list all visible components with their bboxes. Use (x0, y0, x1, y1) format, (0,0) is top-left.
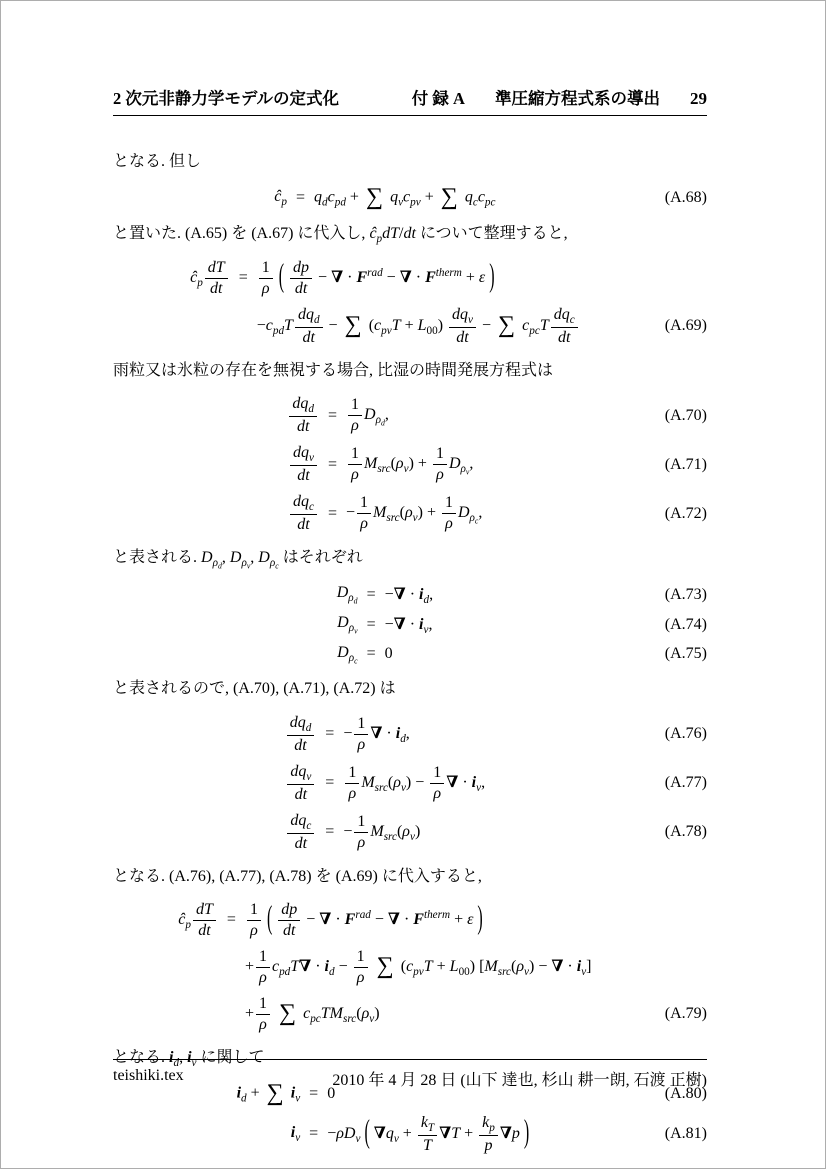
equation-row-A.76 (113, 710, 707, 759)
equation-relation: = (327, 406, 337, 424)
summation-symbol: ∑ (440, 184, 458, 211)
running-footer (113, 1059, 707, 1090)
fraction: $\frac{dT}{dt}$ (193, 901, 216, 940)
equation-row-A.68 (113, 182, 707, 214)
spacer (113, 610, 337, 640)
equation-rhs: 0 (384, 645, 393, 663)
equation-group (113, 710, 707, 857)
equation-lhs: $D_{\rho_v}$ (337, 613, 358, 636)
equation-lhs (178, 991, 218, 1038)
spacer (495, 182, 656, 214)
equation-lhs (285, 710, 317, 759)
equation-row-A.77 (113, 759, 707, 808)
fraction: $\frac{1}{\rho}$ (430, 764, 444, 803)
page-number: 29 (690, 89, 707, 108)
fraction: $\frac{k_p}{p}$ (479, 1114, 498, 1155)
fraction: $\frac{dq_v}{dt}$ (449, 306, 476, 347)
summation-symbol: ∑ (365, 184, 384, 211)
spacer (113, 489, 287, 538)
equation-lhs: $D_{\rho_d}$ (336, 583, 358, 606)
spacer (533, 1110, 657, 1159)
spacer (113, 182, 274, 214)
fraction: $\frac{1}{\rho}$ (348, 396, 362, 435)
equation-number: (A.68) (664, 189, 707, 207)
equation-relation: = (226, 911, 236, 929)
equation-rhs: $q_dc_{pd}$ + ∑ $q_vc_{pv}$ + ∑ $q_cc_{pc}$ (314, 184, 496, 211)
spacer (580, 255, 657, 302)
spacer (113, 580, 337, 610)
equation-number (657, 255, 707, 302)
equation-lhs: $D_{\rho_c}$ (337, 643, 358, 666)
tall-delimiter: ( (266, 902, 273, 937)
equation-rhs: + $\frac{1}{\rho}$ ∑ $c_{pc}TM_{src}(\rho_v)$ (244, 994, 380, 1033)
fraction: $\frac{dT}{dt}$ (205, 259, 228, 298)
equation-relation: = (366, 645, 376, 663)
equation-rhs: $\frac{1}{\rho}$ $M_{src}(\rho_v)$ + $\frac{1}{\rho}$ $D_{\rho_v}$, (346, 440, 482, 489)
spacer (482, 489, 656, 538)
spacer (433, 640, 657, 669)
equation-relation (230, 302, 257, 351)
equation-rhs: $-c_{pd}T$ $\frac{dq_d}{dt}$ − ∑ $(c_{pv}T + L_{00})$ $\frac{dq_v}{dt}$ − ∑ $c_{pc}T$ $\frac{dq_c}{dt}$ (257, 302, 580, 351)
equation-lhs (287, 489, 319, 538)
equation-lhs (285, 759, 317, 808)
summation-symbol: ∑ (344, 312, 362, 339)
equation-row (113, 255, 707, 302)
paragraph: となる. (A.76), (A.77), (A.78) を (A.69) に代入すると, (113, 867, 482, 885)
equation-number: (A.72) (664, 504, 707, 522)
spacer (485, 808, 657, 857)
spacer (485, 759, 657, 808)
equation-group (113, 1078, 707, 1159)
equation-relation: = (325, 774, 335, 792)
spacer (482, 440, 656, 489)
fraction: $\frac{dq_v}{dt}$ (287, 763, 314, 804)
equation-group (113, 391, 707, 538)
equation-relation: = (238, 269, 248, 287)
paragraph: と表される. $D_{\rho_d}$, $D_{\rho_v}$, $D_{\rho_c}$ はそれぞれ (113, 549, 363, 571)
equation-relation: = (325, 823, 335, 841)
equation-number: (A.73) (664, 585, 707, 603)
equation-row-A.78 (113, 808, 707, 857)
equation-lhs (190, 302, 230, 351)
paragraph: 雨粒又は氷粒の存在を無視する場合, 比湿の時間発展方程式は (113, 361, 554, 379)
equation-row-A.72 (113, 489, 707, 538)
equation-number: (A.77) (664, 774, 707, 792)
fraction: $\frac{dq_d}{dt}$ (295, 306, 323, 347)
spacer (113, 808, 285, 857)
paragraph: となる. 但し (113, 153, 202, 170)
equation-number: (A.81) (664, 1125, 707, 1143)
spacer (591, 897, 656, 944)
tall-delimiter: ( (278, 259, 285, 295)
fraction: $\frac{dp}{dt}$ (278, 901, 300, 940)
header-appendix-label: 付 録 A (411, 89, 465, 108)
equation-number: (A.75) (664, 645, 707, 663)
equation-lhs (285, 808, 317, 857)
equation-rhs: $\frac{1}{\rho}$ $M_{src}(\rho_v)$ − $\frac{1}{\rho}$ ∇ · $i_v$, (343, 759, 485, 808)
fraction: $\frac{dq_c}{dt}$ (290, 493, 317, 534)
equation-lhs (287, 440, 319, 489)
fraction: $\frac{1}{\rho}$ (354, 813, 368, 852)
fraction: $\frac{1}{\rho}$ (259, 259, 273, 298)
equation-relation: = (325, 725, 335, 743)
summation-symbol: ∑ (376, 953, 394, 980)
equation-lhs: $i_v$ (290, 1124, 301, 1145)
spacer (113, 440, 287, 489)
spacer (485, 710, 657, 759)
running-header (113, 85, 707, 116)
equation-group (113, 897, 707, 1037)
footer-date-authors: 2010 年 4 月 28 日 (山下 達也, 杉山 耕一朗, 石渡 正樹) (332, 1072, 707, 1089)
equation-row-A.69 (113, 302, 707, 351)
equation-number: (A.79) (664, 1005, 707, 1023)
spacer (433, 610, 657, 640)
tall-delimiter: ) (477, 902, 483, 937)
equation-number: (A.70) (664, 406, 707, 424)
spacer (433, 580, 657, 610)
spacer (482, 391, 656, 440)
equation-number (657, 897, 707, 944)
fraction: $\frac{1}{\rho}$ (247, 901, 261, 940)
equation-number: (A.69) (664, 317, 707, 335)
equation-number: (A.78) (664, 823, 707, 841)
equation-row-A.74 (113, 610, 707, 640)
tall-delimiter: ) (523, 1115, 530, 1151)
header-chapter-title: 2 次元非静力学モデルの定式化 (113, 89, 340, 108)
fraction: $\frac{1}{\rho}$ (433, 445, 447, 484)
header-appendix-title: 準圧縮方程式系の導出 (495, 89, 660, 108)
fraction: $\frac{1}{\rho}$ (442, 494, 456, 533)
spacer (113, 1110, 237, 1159)
equation-rhs: + $\frac{1}{\rho}$ $c_{pd}T\nabla \cdot i_d$ − $\frac{1}{\rho}$ ∑ $(c_{pv}T + L_{00}) [M_{src}(\rho_v)$ − ∇ · $i_v$] (244, 947, 592, 986)
fraction: $\frac{dq_c}{dt}$ (551, 306, 578, 347)
equation-rhs: $-\rho D_v$ ( $\nabla q_v$ + $\frac{k_T}{T}$ ∇T + $\frac{k_p}{p}$ ∇p ) (327, 1113, 530, 1154)
equation-row (113, 944, 707, 991)
fraction: $\frac{k_T}{T}$ (418, 1114, 437, 1155)
fraction: $\frac{dq_c}{dt}$ (287, 812, 314, 853)
equation-group (113, 580, 707, 670)
equation-number: (A.80) (664, 1084, 707, 1102)
fraction: $\frac{1}{\rho}$ (354, 948, 368, 987)
equation-lhs: $i_d$ + ∑ $i_v$ (236, 1079, 301, 1106)
equation-row-A.71 (113, 440, 707, 489)
equation-rhs: $\frac{1}{\rho}$ ( $\frac{dp}{dt}$ − ∇ · $F^{rad}$ − ∇ · $F^{therm} + \varepsilon$ ) (245, 897, 592, 944)
spacer (113, 897, 178, 944)
summation-symbol: ∑ (498, 312, 516, 339)
equation-relation (218, 944, 245, 991)
spacer (113, 944, 178, 991)
equation-number (657, 944, 707, 991)
equation-row (113, 897, 707, 944)
header-appendix (412, 85, 660, 109)
spacer (113, 391, 287, 440)
equation-rhs: − $\frac{1}{\rho}$ $M_{src}(\rho_v)$ + $\frac{1}{\rho}$ $D_{\rho_c}$, (346, 494, 483, 533)
spacer (113, 302, 190, 351)
spacer (113, 710, 285, 759)
equation-relation: = (309, 1125, 319, 1143)
spacer (591, 991, 656, 1038)
spacer (591, 944, 656, 991)
equation-number: (A.74) (664, 615, 707, 633)
equation-rhs: − $\frac{1}{\rho}$ ∇ · $i_d$, (343, 714, 410, 753)
equation-rhs: −∇ · $i_d$, (384, 585, 434, 606)
equation-row-A.73 (113, 580, 707, 610)
fraction: $\frac{1}{\rho}$ (354, 715, 368, 754)
fraction: $\frac{1}{\rho}$ (256, 948, 270, 987)
equation-row-A.70 (113, 391, 707, 440)
paragraph: と置いた. (A.65) を (A.67) に代入し, $ĉ_pdT/dt$ について整理すると, (113, 225, 568, 246)
spacer (113, 759, 285, 808)
equation-relation (218, 991, 245, 1038)
footer-filename: teishiki.tex (113, 1067, 184, 1084)
equation-relation: = (296, 189, 306, 207)
spacer (113, 991, 178, 1038)
fraction: $\frac{dq_v}{dt}$ (290, 444, 317, 485)
equation-rhs: −∇ · $i_v$, (384, 615, 433, 636)
equation-rhs: − $\frac{1}{\rho}$ $M_{src}(\rho_v)$ (343, 812, 421, 851)
equation-rhs: $\frac{1}{\rho}$ ( $\frac{dp}{dt}$ − ∇ · $F^{rad}$ − ∇ · $F^{therm} + \varepsilon$ ) (257, 255, 580, 302)
equation-relation: = (366, 615, 376, 633)
tall-delimiter: ) (489, 259, 495, 295)
document-body (113, 116, 707, 1159)
equation-group (113, 255, 707, 351)
equation-row-A.81 (113, 1110, 707, 1159)
equation-number: (A.71) (664, 455, 707, 473)
equation-row-A.75 (113, 640, 707, 669)
paragraph: と表されるので, (A.70), (A.71), (A.72) は (113, 680, 396, 698)
spacer (113, 255, 190, 302)
equation-number: (A.76) (664, 725, 707, 743)
fraction: $\frac{1}{\rho}$ (256, 995, 270, 1034)
equation-rhs: $\frac{1}{\rho}$ $D_{\rho_d}$, (346, 391, 482, 440)
fraction: $\frac{1}{\rho}$ (345, 764, 359, 803)
tall-delimiter: ( (364, 1115, 370, 1151)
fraction: $\frac{dp}{dt}$ (290, 259, 312, 298)
equation-lhs: $ĉ_p$ (274, 188, 287, 209)
equation-relation: = (366, 585, 376, 603)
equation-group (113, 182, 707, 214)
equation-lhs (178, 944, 218, 991)
equation-relation: = (327, 504, 337, 522)
equation-relation: = (327, 455, 337, 473)
equation-relation: = (309, 1084, 319, 1102)
paragraph: となる. $i_d$, $i_v$ に関して (113, 1048, 265, 1069)
equation-lhs (287, 391, 319, 440)
fraction: $\frac{1}{\rho}$ (357, 494, 371, 533)
equation-row-A.79 (113, 991, 707, 1038)
fraction: $\frac{1}{\rho}$ (348, 445, 362, 484)
equation-lhs: $ĉ_p$ $\frac{dT}{dt}$ (178, 897, 218, 944)
summation-symbol: ∑ (266, 1079, 284, 1106)
spacer (580, 302, 657, 351)
fraction: $\frac{dq_d}{dt}$ (287, 714, 315, 755)
equation-rhs: 0 (327, 1084, 336, 1102)
fraction: $\frac{dq_d}{dt}$ (289, 395, 317, 436)
equation-lhs: $ĉ_p$ $\frac{dT}{dt}$ (190, 255, 230, 302)
spacer (113, 640, 337, 669)
summation-symbol: ∑ (278, 1000, 297, 1027)
